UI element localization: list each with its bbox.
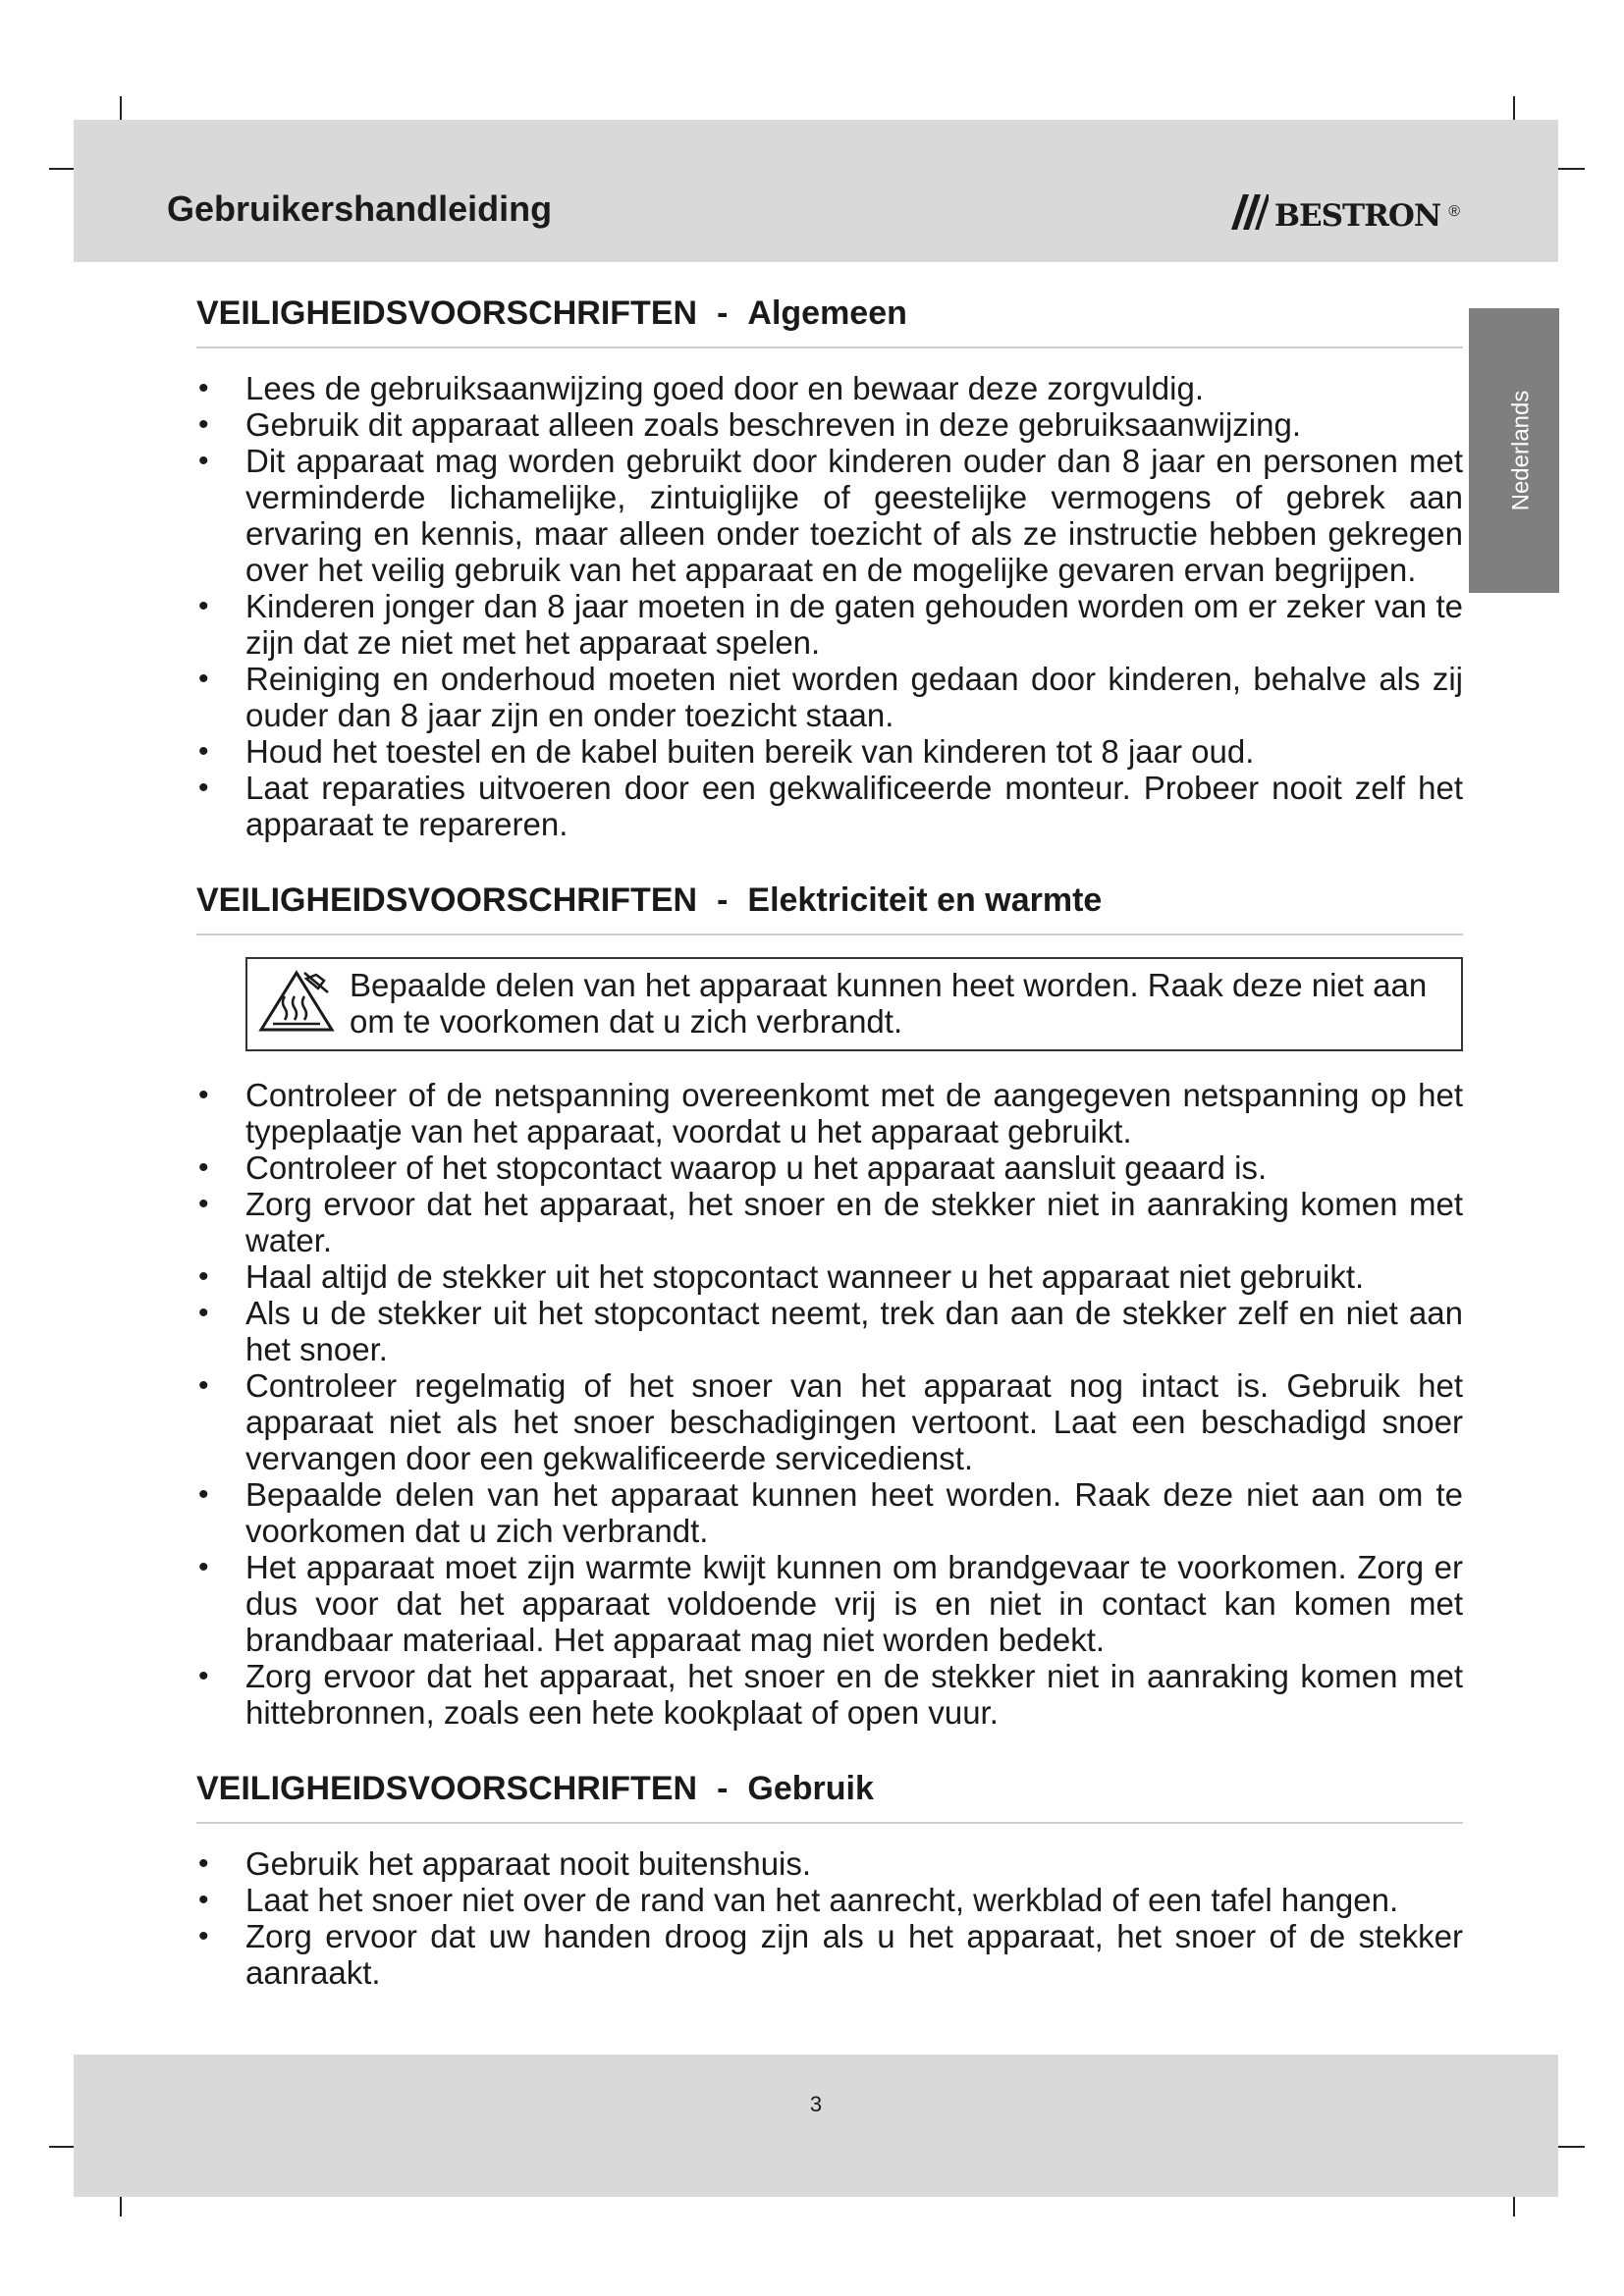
list-item: • Kinderen jonger dan 8 jaar moeten in de gaten gehouden worden om er zeker van te zijn dat ze niet met het apparaat spelen. bbox=[196, 588, 1463, 661]
list-item: • Als u de stekker uit het stopcontact neemt, trek dan aan de stekker zelf en niet aan het snoer. bbox=[196, 1295, 1463, 1367]
list-item: • Controleer of het stopcontact waarop u het apparaat aansluit geaard is. bbox=[196, 1149, 1463, 1186]
section-heading-main: VEILIGHEIDSVOORSCHRIFTEN bbox=[196, 881, 698, 919]
section-heading-sub: Elektriciteit en warmte bbox=[747, 881, 1103, 919]
bullet-list bbox=[196, 1077, 1463, 1731]
list-item: • Gebruik dit apparaat alleen zoals beschreven in deze gebruiksaanwijzing. bbox=[196, 406, 1463, 443]
list-item: • Laat reparaties uitvoeren door een gekwalificeerde monteur. Probeer nooit zelf het apparaat te repareren. bbox=[196, 770, 1463, 842]
list-item: • Controleer of de netspanning overeenkomt met de aangegeven netspanning op het typeplaatje van het apparaat, voordat u het apparaat gebruikt. bbox=[196, 1077, 1463, 1149]
hot-surface-warning bbox=[245, 957, 1463, 1051]
list-item: • Gebruik het apparaat nooit buitenshuis. bbox=[196, 1845, 1463, 1882]
list-item: • Reiniging en onderhoud moeten niet worden gedaan door kinderen, behalve als zij ouder dan 8 jaar zijn en onder toezicht staan. bbox=[196, 661, 1463, 733]
list-item: • Het apparaat moet zijn warmte kwijt kunnen om brandgevaar te voorkomen. Zorg er dus voor dat het apparaat voldoende vrij is en niet in contact kan komen met brandbaar materiaal. Het apparaat mag niet worden bedekt. bbox=[196, 1549, 1463, 1658]
brand-name: bestron bbox=[1273, 187, 1441, 237]
section-general bbox=[196, 294, 1463, 842]
section-electricity bbox=[196, 881, 1463, 1731]
section-heading-separator: - bbox=[717, 294, 729, 332]
list-item: • Laat het snoer niet over de rand van het aanrecht, werkblad of een tafel hangen. bbox=[196, 1882, 1463, 1918]
list-item: • Zorg ervoor dat het apparaat, het snoer en de stekker niet in aanraking komen met water. bbox=[196, 1186, 1463, 1258]
section-heading-sub: Algemeen bbox=[747, 294, 907, 332]
list-item: • Controleer regelmatig of het snoer van het apparaat nog intact is. Gebruik het apparaat niet als het snoer beschadigingen vertoont. Laat een beschadigd snoer vervangen door een gekwalificeerde servicedienst. bbox=[196, 1367, 1463, 1476]
list-item: • Houd het toestel en de kabel buiten bereik van kinderen tot 8 jaar oud. bbox=[196, 733, 1463, 770]
section-heading bbox=[196, 294, 1463, 348]
list-item: • Dit apparaat mag worden gebruikt door kinderen ouder dan 8 jaar en personen met verminderde lichamelijke, zintuiglijke of geestelijke vermogens of gebrek aan ervaring en kennis, maar alleen onder toezicht of als ze instructie hebben gekregen over het veilig gebruik van het apparaat en de mogelijke gevaren ervan begrijpen. bbox=[196, 443, 1463, 588]
page-number: 3 bbox=[809, 2092, 823, 2116]
bullet-list bbox=[196, 1845, 1463, 1991]
language-tab bbox=[1469, 308, 1559, 593]
section-usage bbox=[196, 1770, 1463, 1991]
list-item: • Bepaalde delen van het apparaat kunnen heet worden. Raak deze niet aan om te voorkomen dat u zich verbrandt. bbox=[196, 1476, 1463, 1549]
list-item: • Zorg ervoor dat uw handen droog zijn als u het apparaat, het snoer of de stekker aanraakt. bbox=[196, 1918, 1463, 1991]
brand-logo bbox=[1229, 187, 1460, 237]
page-title: Gebruikershandleiding bbox=[167, 188, 553, 229]
section-heading-sub: Gebruik bbox=[747, 1770, 874, 1807]
section-heading bbox=[196, 881, 1463, 935]
section-heading-main: VEILIGHEIDSVOORSCHRIFTEN bbox=[196, 294, 698, 332]
registered-mark: ® bbox=[1448, 202, 1460, 220]
list-item: • Haal altijd de stekker uit het stopcontact wanneer u het apparaat niet gebruikt. bbox=[196, 1258, 1463, 1295]
section-heading-separator: - bbox=[717, 1770, 729, 1807]
header-band bbox=[74, 120, 1558, 262]
warning-text: Bepaalde delen van het apparaat kunnen heet worden. Raak deze niet aan om te voorkomen dat u zich verbrandt. bbox=[350, 967, 1428, 1040]
chevrons-icon bbox=[1229, 190, 1269, 234]
bullet-list bbox=[196, 370, 1463, 842]
language-label: Nederlands bbox=[1507, 390, 1535, 511]
main-content bbox=[196, 294, 1463, 2030]
hot-surface-icon bbox=[257, 967, 336, 1036]
section-heading bbox=[196, 1770, 1463, 1824]
section-heading-separator: - bbox=[717, 881, 729, 919]
section-heading-main: VEILIGHEIDSVOORSCHRIFTEN bbox=[196, 1770, 698, 1807]
list-item: • Zorg ervoor dat het apparaat, het snoer en de stekker niet in aanraking komen met hittebronnen, zoals een hete kookplaat of open vuur. bbox=[196, 1658, 1463, 1731]
footer-band bbox=[74, 2055, 1558, 2197]
list-item: • Lees de gebruiksaanwijzing goed door en bewaar deze zorgvuldig. bbox=[196, 370, 1463, 406]
